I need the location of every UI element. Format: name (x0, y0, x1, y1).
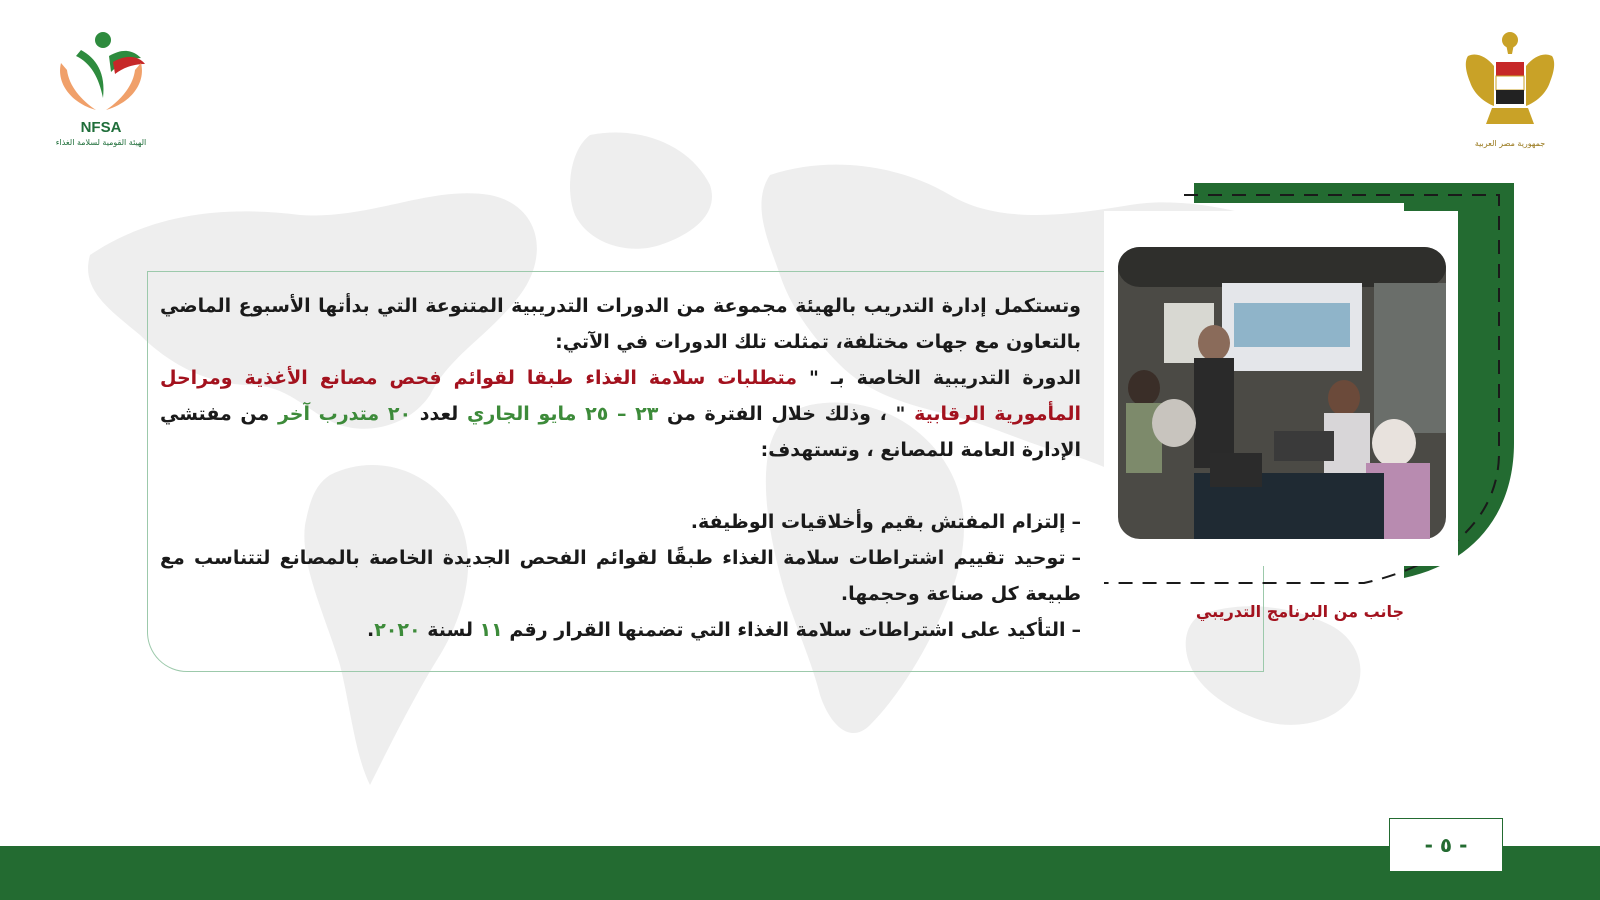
nfsa-logo (42, 28, 160, 163)
decree-year-label: لسنة (427, 619, 473, 641)
count-prefix: لعدد (419, 403, 459, 425)
egypt-eagle-emblem (1462, 26, 1558, 150)
course-intro: الدورة التدريبية الخاصة بـ " (809, 367, 1081, 389)
bullet-end: . (366, 619, 375, 641)
nfsa-hands-icon (51, 28, 151, 123)
bullet-text: توحيد تقييم اشتراطات سلامة الغذاء طبقًا لقوائم الفحص الجديدة الخاصة بالمصانع لتتناسب مع طبيعة كل صناعة وحجمها. (160, 547, 1081, 605)
page-number: - ٥ - (1389, 818, 1503, 872)
trainee-count: ٢٠ متدرب آخر (277, 403, 412, 425)
course-close: " ، وذلك خلال الفترة من (667, 403, 906, 425)
bullet-dash: – (1071, 619, 1081, 641)
count-suffix: من مفتشي الإدارة العامة للمصانع ، وتستهدف: (160, 403, 1081, 461)
training-photo-frame (1104, 183, 1514, 593)
footer-bar (0, 846, 1600, 900)
course-paragraph (160, 360, 1081, 468)
bullet-text: إلتزام المفتش بقيم وأخلاقيات الوظيفة. (690, 511, 1066, 533)
eagle-icon (1462, 26, 1558, 138)
bullet-dash: – (1071, 547, 1081, 569)
training-photo (1118, 247, 1446, 539)
bullet-item (160, 540, 1081, 612)
content-text (160, 288, 1081, 648)
course-dates: ٢٣ – ٢٥ مايو الجاري (466, 403, 659, 425)
nfsa-abbr: NFSA (80, 119, 122, 136)
photo-caption: جانب من البرنامج التدريبي (1195, 602, 1405, 621)
nfsa-full-name: الهيئة القومية لسلامة الغذاء (55, 138, 147, 147)
bullet-text: التأكيد على اشتراطات سلامة الغذاء التي تضمنها القرار رقم (509, 619, 1066, 641)
decree-year: ٢٠٢٠ (374, 619, 421, 641)
bullet-dash: – (1071, 511, 1081, 533)
bullet-item (160, 612, 1081, 648)
eagle-motto: جمهورية مصر العربية (1474, 139, 1546, 148)
decree-number: ١١ (479, 619, 503, 641)
bullet-item (160, 504, 1081, 540)
course-name: متطلبات سلامة الغذاء طبقا لقوائم فحص مصانع الأغذية ومراحل المأمورية الرقابية (160, 367, 1082, 425)
intro-paragraph: وتستكمل إدارة التدريب بالهيئة مجموعة من الدورات التدريبية المتنوعة التي بدأتها الأسبوع الماضي بالتعاون مع جهات مختلفة، تمثلت تلك الدورات في الآتي: (160, 295, 1081, 353)
